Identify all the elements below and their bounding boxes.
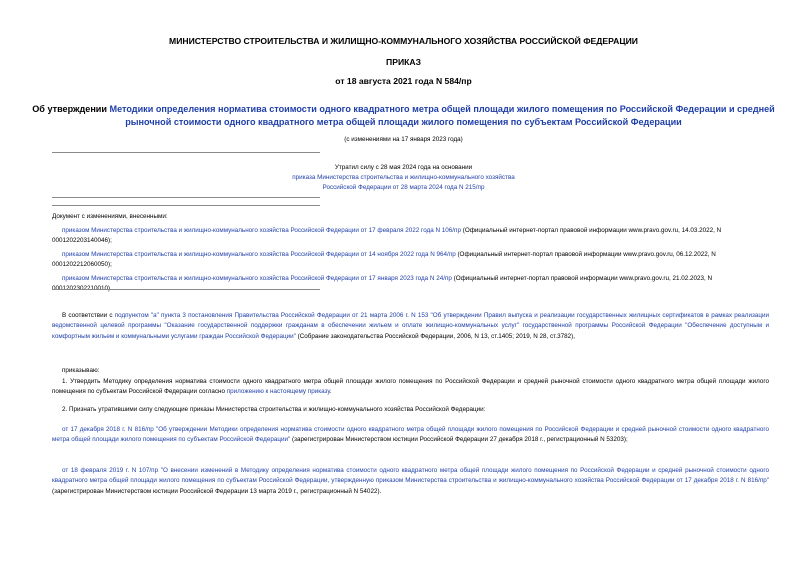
amendment-source: (Официальный интернет-портал правовой информации www.pravo.gov.ru, 21.02.2023, N 0001202302210010). — [52, 275, 713, 292]
repealed-order-1-link[interactable]: от 17 декабря 2018 г. N 816/пр "Об утверждении Методики определения норматива стоимости одного квадратного метра общей площади жилого помещения по Российской Федерации и средней рыночной стоимости одного квадратного метра общей площади жилого помещения по субъектам Российской Федерации" — [52, 426, 769, 444]
divider — [52, 205, 320, 206]
order-item-2: 2. Признать утратившими силу следующие приказы Министерства строительства и жилищно-коммунального хозяйства Российской Федерации: — [62, 406, 486, 413]
order-word: приказываю: — [62, 367, 100, 374]
amendment-link[interactable]: приказом Министерства строительства и жилищно-коммунального хозяйства Российской Федерации от 17 февраля 2022 года N 106/пр — [62, 227, 461, 234]
resolution-link[interactable]: подпунктом "а" пункта 3 постановления Правительства Российской Федерации от 21 марта 2006 г. N 153 "Об утверждении Правил выпуска и реализации государственных жилищных сертификатов в рамках реализации ведомственной целевой программы "Оказание государственной поддержки гражданам в обеспечении жильем и оплате жилищно-коммунальных услуг" государственной программы Российской Федерации "Обеспечение доступным и комфортным жильем и коммунальными услугами граждан Российской Федерации" — [52, 312, 769, 340]
amendment-item — [52, 226, 769, 246]
amendments-heading: Документ с изменениями, внесенными: — [52, 213, 168, 220]
amendment-source: (Официальный интернет-портал правовой информации www.pravo.gov.ru, 14.03.2022, N 0001202203140046); — [52, 227, 722, 244]
title-methodology-link[interactable]: Методики определения норматива стоимости одного квадратного метра общей площади жилого помещения по Российской Федерации и средней рыночной стоимости одного квадратного метра общей площади жилого помещения по субъектам Российской Федерации — [109, 104, 775, 127]
item1-text: 1. Утвердить Методику определения норматива стоимости одного квадратного метра общей площади жилого помещения по Российской Федерации и средней рыночной стоимости одного квадратного метра общей площади жилого помещения по субъектам Российской Федерации согласно — [52, 378, 769, 396]
repealed-order-2-registration: (зарегистрирован Министерством юстиции Российской Федерации 13 марта 2019 г., регистрационный N 54022). — [52, 487, 382, 495]
divider — [52, 289, 320, 290]
divider — [52, 152, 320, 153]
lost-force-link-line2[interactable]: Российской Федерации от 28 марта 2024 года N 215/пр — [322, 184, 485, 191]
ministry-heading: МИНИСТЕРСТВО СТРОИТЕЛЬСТВА И ЖИЛИЩНО-КОММУНАЛЬНОГО ХОЗЯЙСТВА РОССИЙСКОЙ ФЕДЕРАЦИИ — [169, 36, 638, 46]
lost-force-block — [270, 163, 537, 193]
appendix-link[interactable]: приложению к настоящему приказу — [226, 388, 330, 396]
amendment-link[interactable]: приказом Министерства строительства и жилищно-коммунального хозяйства Российской Федерации от 17 января 2023 года N 24/пр — [62, 275, 452, 282]
amendment-link[interactable]: приказом Министерства строительства и жилищно-коммунального хозяйства Российской Федерации от 14 ноября 2022 года N 964/пр — [62, 251, 456, 258]
amendment-item — [52, 250, 769, 270]
repealed-order-2 — [52, 466, 769, 497]
preamble-paragraph — [52, 311, 769, 342]
divider — [52, 197, 320, 198]
amendment-source: (Официальный интернет-портал правовой информации www.pravo.gov.ru, 06.12.2022, N 0001202212060050); — [52, 251, 716, 268]
preamble-text: В соответствии с — [62, 312, 115, 319]
edition-note: (с изменениями на 17 января 2023 года) — [344, 136, 463, 143]
lost-force-link-line1[interactable]: приказа Министерства строительства и жилищно-коммунального хозяйства — [292, 174, 515, 181]
repealed-order-1-registration: (зарегистрирован Министерством юстиции Российской Федерации 27 декабря 2018 г., регистрационный N 53203); — [290, 436, 628, 444]
repealed-order-2-link[interactable]: от 18 февраля 2019 г. N 107/пр "О внесении изменений в Методику определения норматива стоимости одного квадратного метра общей площади жилого помещения по Российской Федерации и средней рыночной стоимости одного квадратного метра общей площади жилого помещения по субъектам Российской Федерации, утвержденную приказом Министерства строительства и жилищно-коммунального хозяйства Российской Федерации от 17 декабря 2018 г. N 816/пр" — [52, 467, 769, 485]
repealed-order-1 — [52, 425, 769, 446]
amendments-block — [52, 212, 769, 298]
order-item-1: 1. Утвердить Методику определения норматива стоимости одного квадратного метра общей площади жилого помещения по Российской Федерации и средней рыночной стоимости одного квадратного метра общей площади жилого помещения по субъектам Российской Федерации согласно приложению к настоящему приказу. — [52, 378, 769, 396]
title-prefix: Об утверждении — [32, 104, 110, 114]
preamble-source: (Собрание законодательства Российской Федерации, 2006, N 13, ст.1405; 2019, N 28, ст.3782), — [295, 332, 575, 340]
amendment-item — [52, 274, 769, 294]
document-title — [30, 103, 777, 128]
lost-force-text: Утратил силу с 28 мая 2024 года на основании — [334, 164, 473, 171]
date-number: от 18 августа 2021 года N 584/пр — [335, 76, 472, 86]
doc-type-heading: ПРИКАЗ — [386, 57, 421, 67]
